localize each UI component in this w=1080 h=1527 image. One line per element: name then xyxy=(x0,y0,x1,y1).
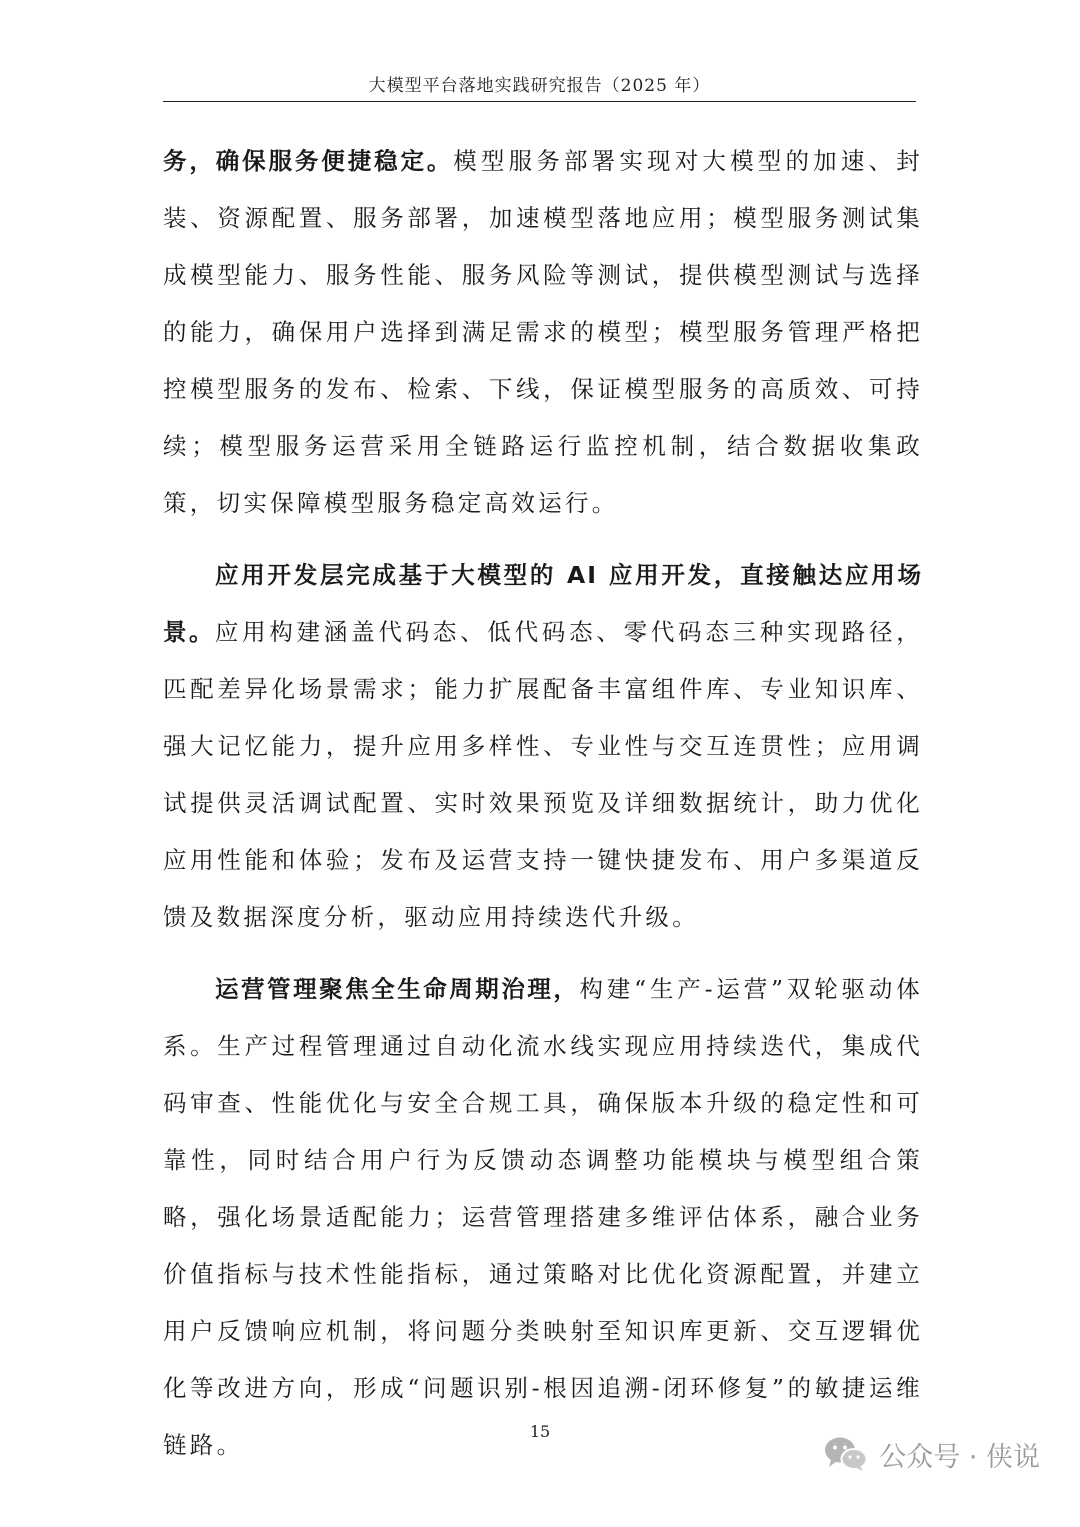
paragraph-app-development xyxy=(163,547,923,946)
wechat-icon xyxy=(823,1435,869,1473)
body-content xyxy=(163,133,923,1474)
page-header-title: 大模型平台落地实践研究报告（2025 年） xyxy=(368,76,711,96)
paragraph-model-service xyxy=(163,133,923,532)
page-number: 15 xyxy=(529,1422,551,1441)
paragraph-lead: 运营管理聚焦全生命周期治理， xyxy=(215,975,580,1003)
header-divider xyxy=(163,101,916,102)
paragraph-text: 模型服务部署实现对大模型的加速、封装、资源配置、服务部署，加速模型落地应用；模型服务测试集成模型能力、服务性能、服务风险等测试，提供模型测试与选择的能力，确保用户选择到满足需求的模型；模型服务管理严格把控模型服务的发布、检索、下线，保证模型服务的高质效、可持续；模型服务运营采用全链路运行监控机制，结合数据收集政策，切实保障模型服务稳定高效运行。 xyxy=(163,147,923,517)
paragraph-text: 构建“生产-运营”双轮驱动体系。生产过程管理通过自动化流水线实现应用持续迭代，集成代码审查、性能优化与安全合规工具，确保版本升级的稳定性和可靠性，同时结合用户行为反馈动态调整功能模块与模型组合策略，强化场景适配能力；运营管理搭建多维评估体系，融合业务价值指标与技术性能指标，通过策略对比优化资源配置，并建立用户反馈响应机制，将问题分类映射至知识库更新、交互逻辑优化等改进方向，形成“问题识别-根因追溯-闭环修复”的敏捷运维链路。 xyxy=(163,975,924,1459)
paragraph-text: 应用构建涵盖代码态、低代码态、零代码态三种实现路径，匹配差异化场景需求；能力扩展配备丰富组件库、专业知识库、强大记忆能力，提升应用多样性、专业性与交互连贯性；应用调试提供灵活调试配置、实时效果预览及详细数据统计，助力优化应用性能和体验；发布及运营支持一键快捷发布、用户多渠道反馈及数据深度分析，驱动应用持续迭代升级。 xyxy=(163,618,923,931)
watermark-text: 公众号 · 侠说 xyxy=(879,1441,1040,1473)
paragraph-operations xyxy=(163,961,923,1474)
paragraph-lead: 务，确保服务便捷稳定。 xyxy=(163,147,454,175)
paragraph-lead: 应用开发层完成基于大模型的 AI 应用开发，直接触达应用场景。 xyxy=(163,561,923,646)
watermark xyxy=(823,1432,1040,1476)
